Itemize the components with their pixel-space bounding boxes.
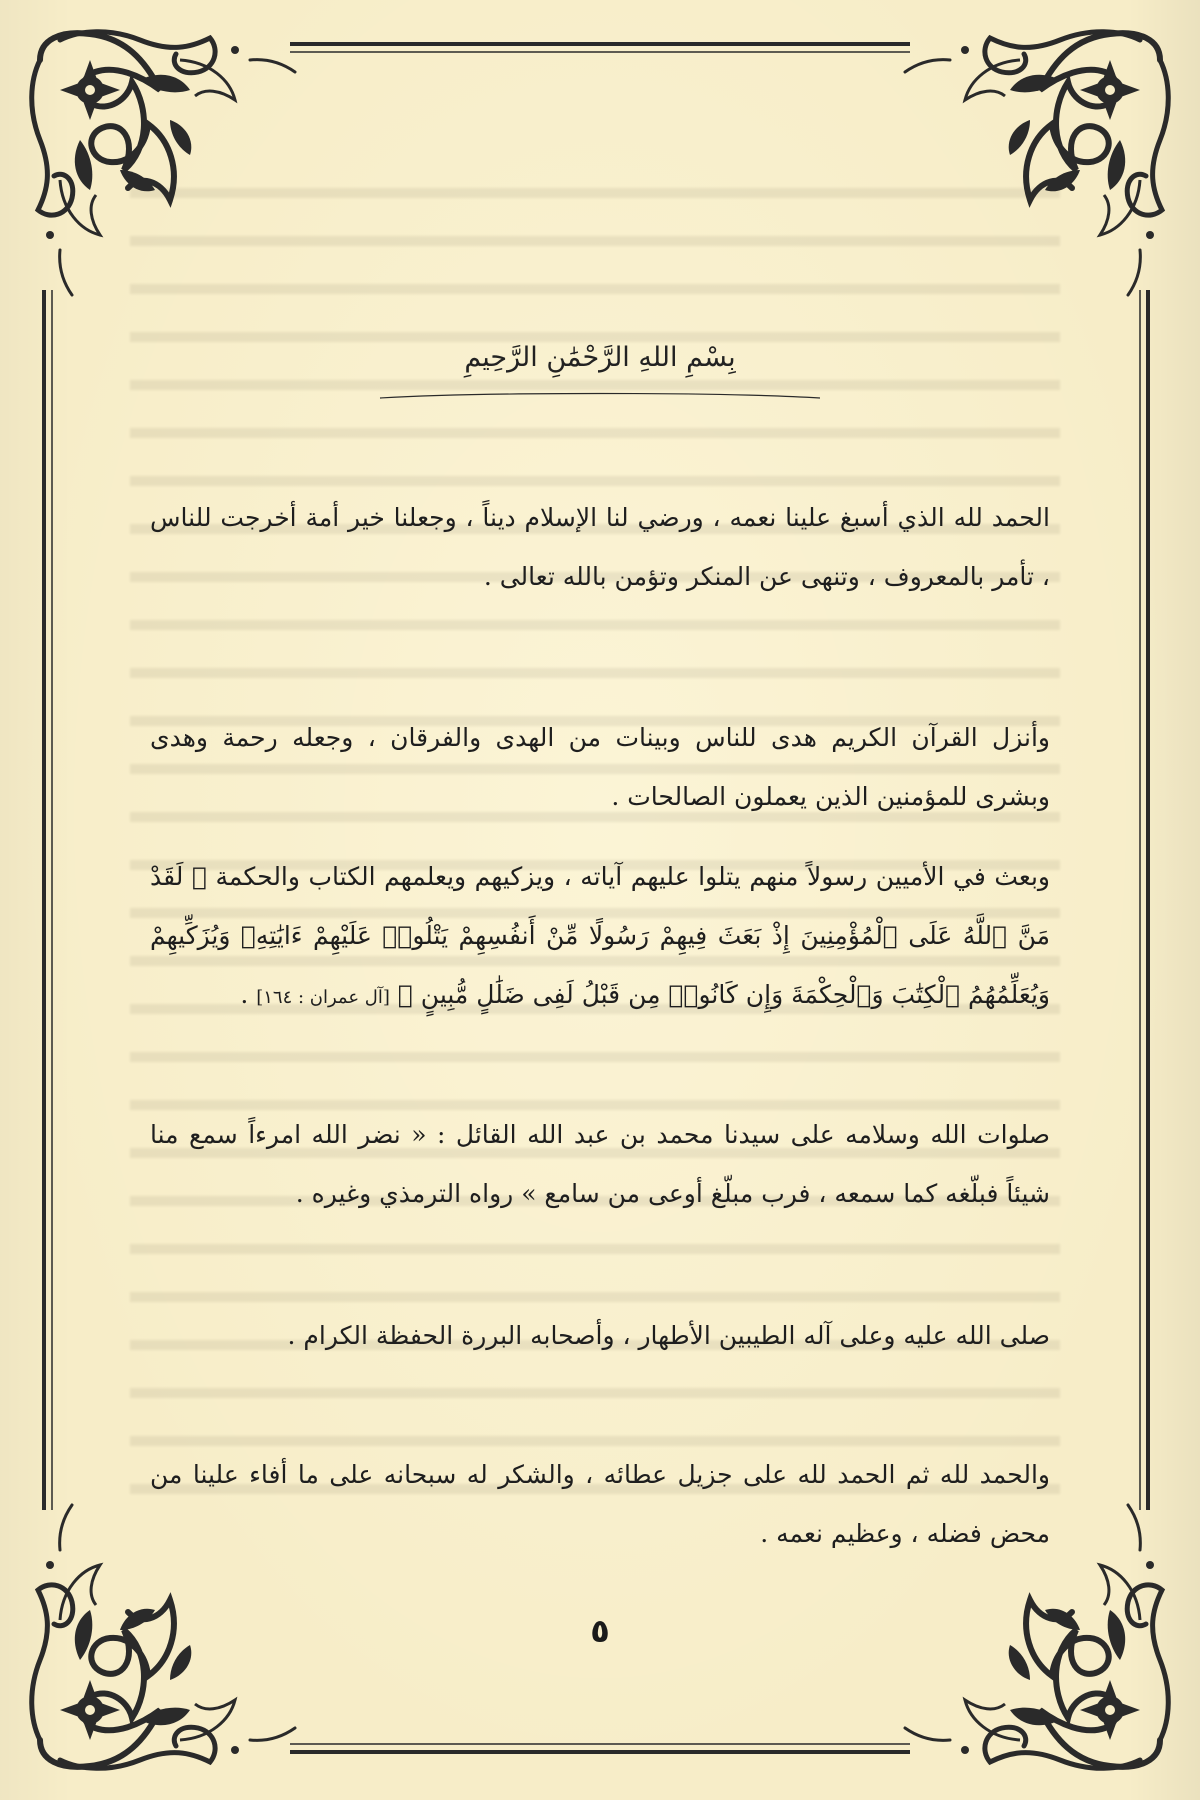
verse-reference: [آل عمران : ١٦٤] [256,987,390,1008]
paragraph-gratitude: والحمد لله ثم الحمد لله على جزيل عطائه ، والشكر له سبحانه على ما أفاء علينا من محض فضله ، وعظيم نعمه . [150,1460,1050,1548]
paragraph-messenger-end: . [240,980,257,1009]
page-number: ٥ [590,1612,610,1650]
paragraph-blessings: صلى الله عليه وعلى آله الطيبين الأطهار ، وأصحابه البررة الحفظة الكرام . [287,1321,1050,1350]
paragraph-praise: الحمد لله الذي أسبغ علينا نعمه ، ورضي لنا الإسلام ديناً ، وجعلنا خير أمة أخرجت للناس ، تأمر بالمعروف ، وتنهى عن المنكر وتؤمن بالله تعالى . [150,503,1050,591]
quran-verse: ﴿ لَقَدْ مَنَّ ٱللَّهُ عَلَى ٱلْمُؤْمِنِينَ إِذْ بَعَثَ فِيهِمْ رَسُولًا مِّنْ أَنفُسِهِمْ يَتْلُوا۟ عَلَيْهِمْ ءَايَٰتِهِۦ وَيُزَكِّيهِمْ وَيُعَلِّمُهُمُ ٱلْكِتَٰبَ وَٱلْحِكْمَةَ وَإِن كَانُوا۟ مِن قَبْلُ لَفِى ضَلَٰلٍ مُّبِينٍ ﴾ [150,862,1050,1009]
corner-ornament-top-right [905,32,1168,295]
paragraph-salutation-hadith: صلوات الله وسلامه على سيدنا محمد بن عبد الله القائل : « نضر الله امرءاً سمع منا شيئاً فبلّغه كما سمعه ، فرب مبلّغ أوعى من سامع » رواه الترمذي وغيره . [150,1120,1050,1208]
basmala-heading: بِسْمِ اللهِ الرَّحْمَٰنِ الرَّحِيمِ [464,342,736,373]
paragraph-quran-revelation: وأنزل القرآن الكريم هدى للناس وبينات من الهدى والفرقان ، وجعله رحمة وهدى وبشرى للمؤمنين الذين يعملون الصالحات . [150,723,1050,811]
paragraph-messenger-intro: وبعث في الأميين رسولاً منهم يتلوا عليهم آياته ، ويزكيهم ويعلمهم الكتاب والحكمة [215,862,1050,891]
paragraph-messenger [150,847,1090,1027]
corner-ornament-top-left [32,32,295,295]
